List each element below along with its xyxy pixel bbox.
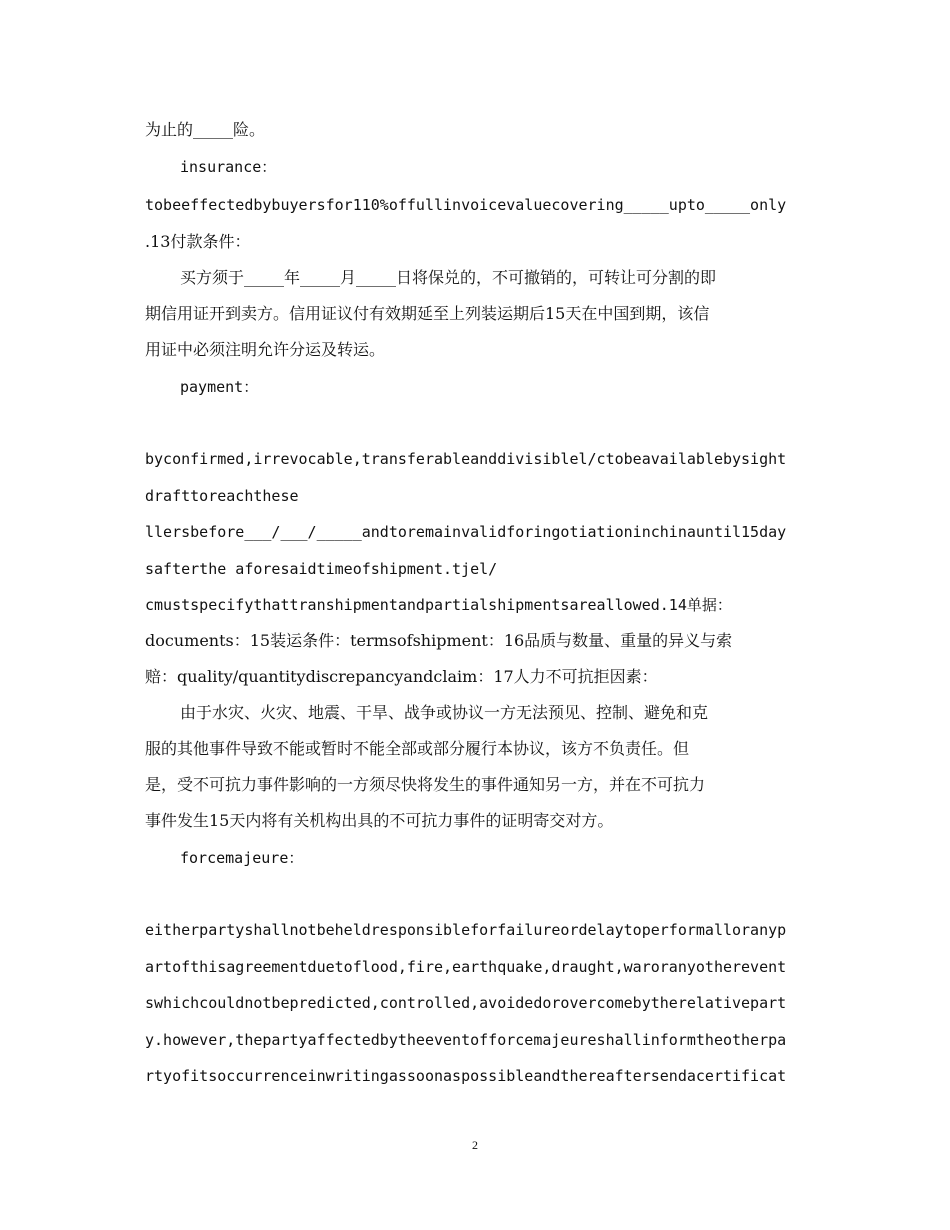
text-line: swhichcouldnotbepredicted,controlled,avoidedorovercomebytherelativepart xyxy=(145,994,787,1012)
text-line: byconfirmed,irrevocable,transferableanddivisiblel/ctobeavailablebysight xyxy=(145,450,787,468)
text-line: cmustspecifythattranshipmentandpartialshipmentsareallowed.14单据： xyxy=(145,596,732,614)
text-line: llersbefore___/___/_____andtoremainvalidforingotiationinchinauntil15day xyxy=(145,523,787,541)
text-line: 赔：quality/quantitydiscrepancyandclaim：17人力不可抗拒因素： xyxy=(145,667,658,686)
text-line: safterthe aforesaidtimeofshipment.tjel/ xyxy=(145,560,498,578)
text-line: documents：15装运条件：termsofshipment：16品质与数量、重量的异义与索 xyxy=(145,631,733,650)
text-line: tobeeffectedbybuyersfor110%offullinvoicevaluecovering_____upto_____only xyxy=(145,196,787,214)
text-line: 买方须于_____年_____月_____日将保兑的，不可撤销的，可转让可分割的即 xyxy=(180,268,717,287)
text-line: drafttoreachthese xyxy=(145,487,299,505)
text-line: 由于水灾、火灾、地震、干旱、战争或协议一方无法预见、控制、避免和克 xyxy=(180,703,709,722)
text-line: 为止的_____险。 xyxy=(145,120,266,139)
text-line: artofthisagreementduetoflood,fire,earthquake,draught,waroranyotherevent xyxy=(145,958,787,976)
text-line: 是，受不可抗力事件影响的一方须尽快将发生的事件通知另一方，并在不可抗力 xyxy=(145,775,706,794)
text-line: 事件发生15天内将有关机构出具的不可抗力事件的证明寄交对方。 xyxy=(145,811,614,830)
text-line: .13付款条件： xyxy=(145,232,251,251)
text-line: insurance： xyxy=(180,158,277,176)
text-line: y.however,thepartyaffectedbytheeventofforcemajeureshallinformtheotherpa xyxy=(145,1031,787,1049)
text-line: 服的其他事件导致不能或暂时不能全部或部分履行本协议，该方不负责任。但 xyxy=(145,739,690,758)
text-line: rtyofitsoccurrenceinwritingassoonaspossibleandthereaftersendacertificat xyxy=(145,1067,787,1085)
page-number: 2 xyxy=(472,1138,478,1152)
text-line: forcemajeure： xyxy=(180,849,304,867)
text-line: 期信用证开到卖方。信用证议付有效期延至上列装运期后15天在中国到期，该信 xyxy=(145,304,710,323)
text-line: payment： xyxy=(180,378,259,396)
text-line: 用证中必须注明允许分运及转运。 xyxy=(145,340,386,359)
text-line: eitherpartyshallnotbeheldresponsibleforfailureordelaytoperformalloranyp xyxy=(145,921,787,939)
